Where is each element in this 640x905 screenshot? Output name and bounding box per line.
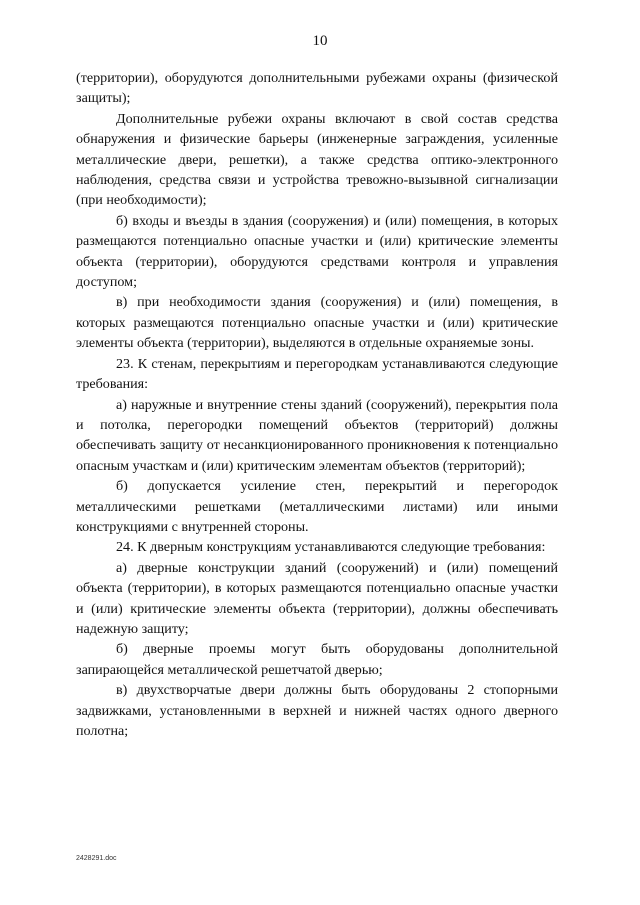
paragraph-item-v-zones: в) при необходимости здания (сооружения) и (или) помещения, в которых размещаются потенциально опасные участки и (или) критические элементы объекта (территории), выделяются в отдельные охраняемые зоны. xyxy=(76,294,558,352)
paragraph-item-b-reinforcement: б) допускается усиление стен, перекрытий и перегородок металлическими решетками (металлическими листами) или иными конструкциями с внутренней стороны. xyxy=(76,478,558,535)
paragraph-continuation: (территории), оборудуются дополнительными рубежами охраны (физической защиты); xyxy=(76,70,558,107)
page-number: 10 xyxy=(312,33,328,49)
paragraph-section-24: 24. К дверным конструкциям устанавливаются следующие требования: xyxy=(116,539,546,556)
paragraph-item-v-double-doors: в) двухстворчатые двери должны быть оборудованы 2 стопорными задвижками, установленными в верхней и нижней частях одного дверного полотна; xyxy=(76,682,558,739)
paragraph-additional-lines: Дополнительные рубежи охраны включают в свой состав средства обнаружения и физические барьеры (инженерные заграждения, усиленные металлические двери, решетки), а также средства оптико-электронного наблюдения, средства связи и устройства тревожно-вызывной сигнализации (при необходимости); xyxy=(76,110,558,209)
paragraph-section-23: 23. К стенам, перекрытиям и перегородкам устанавливаются следующие требования: xyxy=(76,355,558,393)
paragraph-item-a-doors: а) дверные конструкции зданий (сооружений) и (или) помещений объекта (территории), в которых размещаются потенциально опасные участки и (или) критические элементы объекта (территории), должны обеспечивать надежную защиту; xyxy=(76,559,558,637)
paragraph-item-b-door-openings: б) дверные проемы могут быть оборудованы дополнительной запирающейся металлической решетчатой дверью; xyxy=(76,641,558,678)
paragraph-item-a-walls: а) наружные и внутренние стены зданий (сооружений), перекрытия пола и потолка, перегородки помещений объектов (территорий) должны обеспечивать защиту от несанкционированного проникновения к потенциально опасным участкам и (или) критическим элементам объектов (территорий); xyxy=(76,396,558,474)
document-body xyxy=(76,68,558,741)
paragraph-item-b-entrances: б) входы и въезды в здания (сооружения) и (или) помещения, в которых размещаются потенциально опасные участки и (или) критические элементы объекта (территории), оборудуются средствами контроля и управления доступом; xyxy=(76,212,558,291)
file-name-footer: 2428291.doc xyxy=(76,855,117,862)
